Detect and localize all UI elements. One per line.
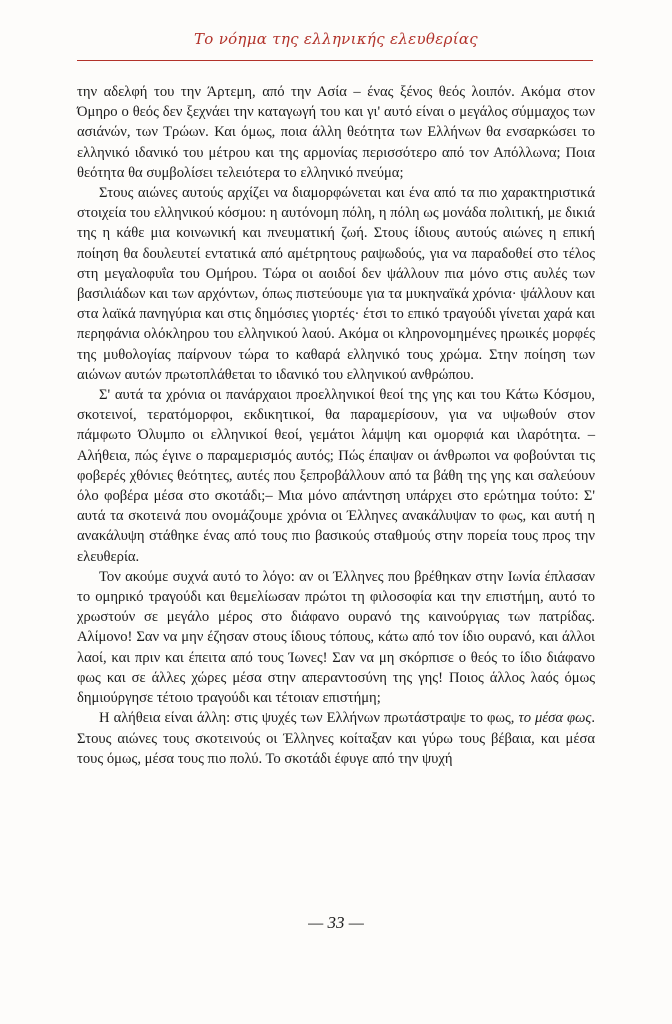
paragraph-5-end: . Στους αιώνες τους σκοτεινούς οι Έλληνες κοίταξαν και γύρω τους βέβαια, και μέσα τους όμως, μέσα τους πιο πολύ. Το σκοτάδι έφυγε από την ψυχή: [77, 710, 595, 767]
paragraph-1: την αδελφή του την Άρτεμη, από την Ασία – ένας ξένος θεός λοιπόν. Ακόμα στον Όμηρο ο θεός δεν ξεχνάει την καταγωγή του και γι' αυτό είναι ο μεγάλος σύμμαχος των ασιάνών, των Τρώων. Και όμως, ποια άλλη θεότητα των Ελλήνων θα ενσαρκώσει το ελληνικό ιδανικό του μέτρου και της αρμονίας περισσότερο από τον Απόλλωνα; Ποια θεότητα θα συμβολίσει τελειότερα το ελληνικό πνεύμα;: [77, 84, 595, 181]
header-rule: [77, 60, 593, 61]
paragraph-5: [77, 708, 595, 769]
paragraph-3: Σ' αυτά τα χρόνια οι πανάρχαιοι προελληνικοί θεοί της γης και του Κάτω Κόσμου, σκοτεινοί, τερατόμορφοι, εκδικητικοί, θα παραμερίσουν, για να υψωθούν στον πάμφωτο Όλυμπο οι ελληνικοί θεοί, γεμάτοι λάμψη και ομορφιά και ιλαρότητα. –Αλήθεια, πώς έγινε ο παραμερισμός αυτός; Πώς έπαψαν οι άνθρωποι να φοβούνται τις φοβερές χθόνιες θεότητες, αυτές που ξεπροβάλλουν από τα βάθη της γης και σαλεύουν όλο φοβέρα μέσα στο σκοτάδι;– Μια μόνο απάντηση υπάρχει στο ερώτημα τούτο: Σ' αυτά τα σκοτεινά που ονομάζουμε χρόνια οι Έλληνες ανακάλυψαν το φως, και αυτή η ανακάλυψη στάθηκε ένας από τους πιο βασικούς σταθμούς στην πορεία τους προς την ελευθερία.: [77, 387, 595, 565]
paragraph-4: Τον ακούμε συχνά αυτό το λόγο: αν οι Έλληνες που βρέθηκαν στην Ιωνία έπλασαν το ομηρικό τραγούδι και θεμελίωσαν πρώτοι τη φιλοσοφία και την επιστήμη, αυτό το χρωστούν σε μεγάλο μέρος στο διάφανο ουρανό της καινούργιας των πατρίδας. Αλίμονο! Σαν να μην έζησαν στους ίδιους τόπους, κάτω από τον ίδιο ουρανό, και άλλοι λαοί, και πριν και έπειτα από τους Ίωνες! Σαν να μη σκόρπισε ο θεός το ίδιο διάφανο φως και σε άλλες χώρες μέσα στην απεραντοσύνη της γης! Ποιος άλλος λαός όμως δημιούργησε τέτοιο τραγούδι και τέτοιαν επιστήμη;: [77, 568, 595, 707]
paragraph-2: Στους αιώνες αυτούς αρχίζει να διαμορφώνεται και ένα από τα πιο χαρακτηριστικά στοιχεία του ελληνικού κόσμου: η αυτόνομη πόλη, η πόλη ως μονάδα πολιτική, με δικιά της η κάθε μια κοινωνική και πνευματική ζωή. Στους ίδιους αυτούς αιώνες η επική ποίηση θα δουλευτεί εντατικά από αμέτρητους ραψωδούς, για να παραδοθεί στο τέλος στη μεγαλοφυΐα του Ομήρου. Τώρα οι αοιδοί δεν ψάλλουν πια μόνο στις αυλές των βασιλιάδων και των αρχόντων, όπως πιστεύουμε για τα μυκηναϊκά χρόνια· ψάλλουν και στα λαϊκά πανηγύρια και στις δημόσιες γιορτές· έτσι το επικό τραγούδι γίνεται χαρά και περηφάνια ολόκληρου του ελληνικού λαού. Ακόμα οι κληρονομημένες ηρωικές μορφές της μυθολογίας παίρνουν τώρα το καθαρά ελληνικό τους χρώμα. Στην ποίηση των αιώνων αυτών πρωτοπλάθεται το ιδανικό του ελληνικού ανθρώπου.: [77, 185, 595, 383]
emphasis-inner-light: το μέσα φως: [518, 710, 592, 727]
page-number: — 33 —: [308, 913, 364, 932]
body-text: [77, 82, 595, 769]
running-header: Το νόημα της ελληνικής ελευθερίας: [193, 30, 479, 48]
paragraph-5-start: Η αλήθεια είναι άλλη: στις ψυχές των Ελλήνων πρωτάστραψε το φως,: [99, 710, 519, 727]
